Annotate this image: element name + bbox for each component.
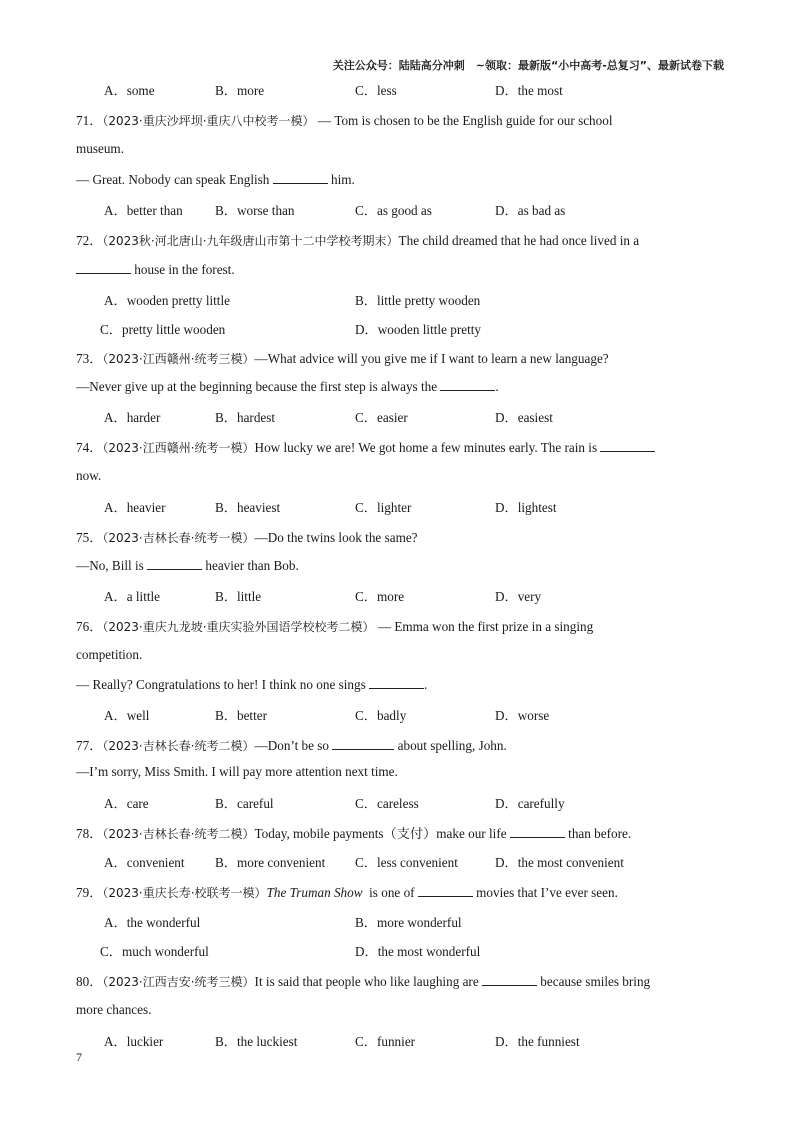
answer-blank [76, 261, 131, 274]
option-d: D．easiest [495, 410, 553, 425]
text-segment: . [495, 379, 499, 394]
question-text: The child dreamed that he had once lived in a [398, 233, 640, 248]
answer-blank [510, 825, 565, 838]
question-source: （2023·重庆沙坪坝·重庆八中校考一模） [102, 114, 315, 128]
question-80 [76, 971, 650, 990]
question-text-cont [76, 261, 235, 278]
option-b: B．little [215, 589, 262, 604]
page-number: 7 [76, 1050, 82, 1064]
question-79 [76, 882, 618, 901]
question-text-cont: more chances. [76, 1002, 152, 1017]
question-source: （2023·吉林长春·统考二模） [102, 827, 255, 841]
option-b: B．the luckiest [215, 1034, 298, 1049]
question-text-cont [76, 676, 427, 693]
question-77 [76, 735, 507, 754]
option-d: D．the most [495, 83, 563, 98]
option-c: C．pretty little wooden [100, 322, 226, 337]
option-d: D．as bad as [495, 203, 566, 218]
answer-blank [332, 737, 394, 750]
option-a: A．the wonderful [104, 915, 201, 930]
question-source: （2023·重庆九龙坡·重庆实验外国语学校校考二模） [102, 620, 375, 634]
question-text: —Don’t be so [254, 738, 330, 753]
text-segment: — Really? Congratulations to her! I think no one sings [76, 677, 366, 692]
question-78 [76, 823, 631, 842]
answer-blank [273, 171, 328, 184]
question-text-cont: —I’m sorry, Miss Smith. I will pay more attention next time. [76, 764, 398, 779]
option-a: A．better than [104, 203, 183, 218]
option-c: C．funnier [355, 1034, 416, 1049]
option-a: A．harder [104, 410, 161, 425]
question-source: （2023·江西吉安·统考三模） [102, 975, 255, 989]
question-text: — Tom is chosen to be the English guide for our school [317, 113, 613, 128]
question-number: 72． [76, 233, 103, 248]
answer-blank [369, 676, 424, 689]
question-number: 79． [76, 885, 103, 900]
text-segment: because smiles bring [540, 974, 651, 989]
question-72 [76, 230, 639, 249]
option-b: B．more [215, 83, 265, 98]
option-d: D．the funniest [495, 1034, 580, 1049]
question-source: （2023·重庆长寿·校联考一模） [102, 886, 267, 900]
question-text-cont: museum. [76, 141, 124, 156]
question-number: 80． [76, 974, 103, 989]
option-a: A．luckier [104, 1034, 164, 1049]
option-b: B．little pretty wooden [355, 293, 481, 308]
option-c: C．less convenient [355, 855, 458, 870]
question-number: 78． [76, 826, 103, 841]
question-number: 76． [76, 619, 103, 634]
question-source: （2023·江西赣州·统考三模） [102, 352, 255, 366]
option-c: C．badly [355, 708, 407, 723]
question-71 [76, 110, 613, 129]
question-number: 75． [76, 530, 103, 545]
question-number: 73． [76, 351, 103, 366]
option-d: D．lightest [495, 500, 557, 515]
question-text: —What advice will you give me if I want to learn a new language? [254, 351, 609, 366]
option-b: B．better [215, 708, 268, 723]
page-header: 关注公众号：陆陆高分冲刺 ~领取：最新版“小中高考-总复习”、最新试卷下载 [332, 59, 724, 72]
option-a: A．care [104, 796, 149, 811]
option-a: A．some [104, 83, 155, 98]
question-76 [76, 616, 593, 635]
question-source: （2023秋·河北唐山·九年级唐山市第十二中学校考期末） [102, 234, 399, 248]
option-a: A．heavier [104, 500, 166, 515]
option-b: B．hardest [215, 410, 276, 425]
question-73 [76, 348, 609, 367]
option-c: C．more [355, 589, 405, 604]
question-text: —Do the twins look the same? [254, 530, 418, 545]
answer-blank [440, 378, 495, 391]
question-text-cont: now. [76, 468, 102, 483]
option-b: B．worse than [215, 203, 295, 218]
text-segment: movies that I’ve ever seen. [476, 885, 618, 900]
text-segment: about spelling, John. [397, 738, 507, 753]
option-a: A．well [104, 708, 150, 723]
question-text: It is said that people who like laughing are [254, 974, 479, 989]
option-a: A．convenient [104, 855, 185, 870]
option-d: D．worse [495, 708, 550, 723]
option-c: C．easier [355, 410, 408, 425]
question-text: How lucky we are! We got home a few minutes early. The rain is [254, 440, 598, 455]
text-segment: is one of [369, 885, 415, 900]
option-b: B．careful [215, 796, 274, 811]
question-text: — Emma won the first prize in a singing [377, 619, 594, 634]
question-text: Today, mobile payments（支付）make our life [254, 826, 507, 841]
text-segment: . [424, 677, 428, 692]
text-segment: heavier than Bob. [205, 558, 299, 573]
question-number: 74． [76, 440, 103, 455]
question-text-cont [76, 378, 499, 395]
answer-blank [418, 884, 473, 897]
option-c: C．careless [355, 796, 419, 811]
question-source: （2023·吉林长春·统考一模） [102, 531, 255, 545]
question-source: （2023·吉林长春·统考二模） [102, 739, 255, 753]
text-segment: — Great. Nobody can speak English [76, 172, 270, 187]
option-c: C．much wonderful [100, 944, 209, 959]
answer-blank [600, 439, 655, 452]
answer-blank [147, 557, 202, 570]
option-b: B．more convenient [215, 855, 326, 870]
question-text-cont [76, 557, 299, 574]
text-segment: him. [330, 172, 355, 187]
text-segment: than before. [568, 826, 632, 841]
option-d: D．the most convenient [495, 855, 624, 870]
option-c: C．lighter [355, 500, 412, 515]
question-74 [76, 437, 655, 456]
movie-title: The Truman Show [266, 885, 363, 900]
option-b: B．more wonderful [355, 915, 462, 930]
answer-blank [482, 973, 537, 986]
option-d: D．carefully [495, 796, 565, 811]
text-segment: house in the forest. [134, 262, 235, 277]
option-c: C．less [355, 83, 397, 98]
text-segment: —Never give up at the beginning because the first step is always the [76, 379, 438, 394]
question-text-cont: competition. [76, 647, 143, 662]
option-c: C．as good as [355, 203, 432, 218]
question-number: 71． [76, 113, 103, 128]
option-b: B．heaviest [215, 500, 281, 515]
text-segment: —No, Bill is [76, 558, 144, 573]
question-number: 77． [76, 738, 103, 753]
question-75 [76, 527, 418, 546]
option-d: D．the most wonderful [355, 944, 481, 959]
option-d: D．very [495, 589, 542, 604]
question-source: （2023·江西赣州·统考一模） [102, 441, 255, 455]
option-d: D．wooden little pretty [355, 322, 481, 337]
question-text-cont [76, 171, 355, 188]
option-a: A．a little [104, 589, 161, 604]
option-a: A．wooden pretty little [104, 293, 230, 308]
